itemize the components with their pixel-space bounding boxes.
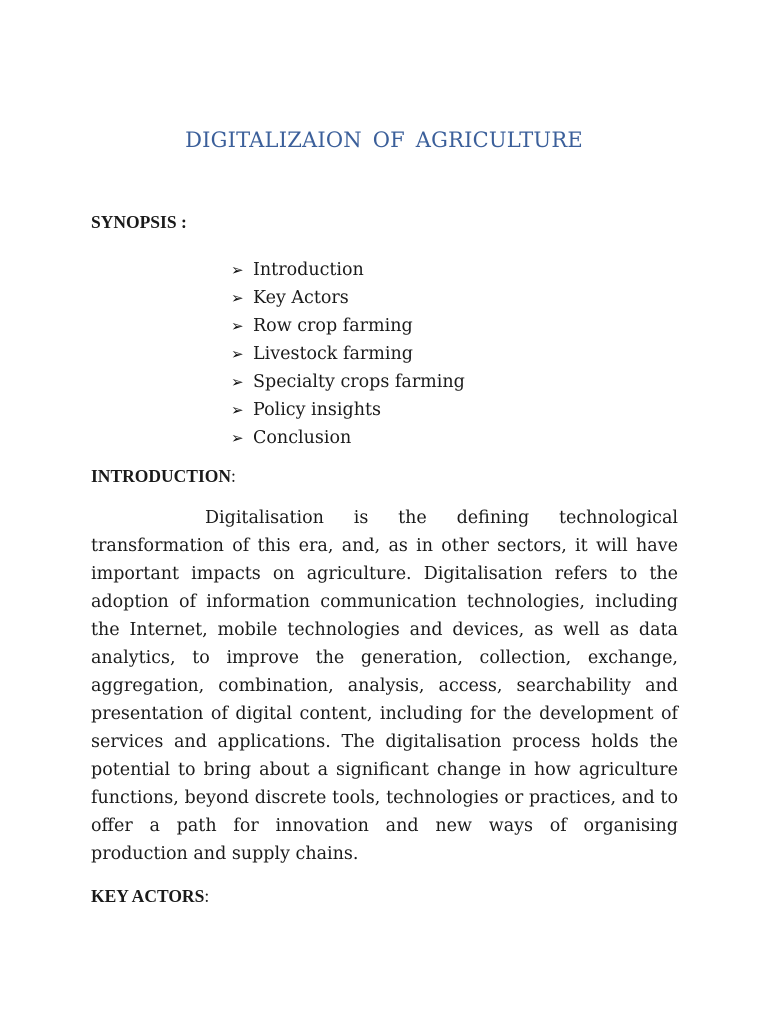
list-item: [231, 396, 465, 424]
synopsis-item-label: Policy insights: [253, 400, 381, 420]
arrowhead-bullet-icon: ➢: [231, 289, 244, 307]
list-item: [231, 256, 465, 284]
list-item: [231, 424, 465, 452]
arrowhead-bullet-icon: ➢: [231, 401, 244, 419]
synopsis-item-label: Conclusion: [253, 428, 352, 448]
list-item: [231, 340, 465, 368]
list-item: [231, 368, 465, 396]
key-actors-heading-text: KEY ACTORS: [91, 886, 205, 906]
arrowhead-bullet-icon: ➢: [231, 373, 244, 391]
synopsis-item-label: Livestock farming: [253, 344, 413, 364]
synopsis-list: [231, 256, 465, 452]
synopsis-item-label: Key Actors: [253, 288, 349, 308]
heading-colon: :: [204, 886, 210, 906]
arrowhead-bullet-icon: ➢: [231, 429, 244, 447]
arrowhead-bullet-icon: ➢: [231, 261, 244, 279]
list-item: [231, 284, 465, 312]
arrowhead-bullet-icon: ➢: [231, 317, 244, 335]
arrowhead-bullet-icon: ➢: [231, 345, 244, 363]
heading-colon: :: [231, 466, 236, 486]
synopsis-item-label: Introduction: [253, 260, 364, 280]
key-actors-heading: [91, 886, 209, 907]
synopsis-item-label: Specialty crops farming: [253, 372, 465, 392]
synopsis-item-label: Row crop farming: [253, 316, 413, 336]
introduction-heading: [91, 466, 236, 487]
introduction-heading-text: INTRODUCTION: [91, 466, 232, 486]
document-title: DIGITALIZAION OF AGRICULTURE: [185, 128, 583, 152]
list-item: [231, 312, 465, 340]
synopsis-heading: SYNOPSIS :: [91, 212, 187, 232]
introduction-paragraph: Digitalisation is the defining technological transformation of this era, and, as in other sectors, it will have important impacts on agriculture. Digitalisation refers to the adoption of information communication technologies, including the Internet, mobile technologies and devices, as well as data analytics, to improve the generation, collection, exchange, aggregation, combination, analysis, access, searchability and presentation of digital content, including for the development of services and applications. The digitalisation process holds the potential to bring about a significant change in how agriculture functions, beyond discrete tools, technologies or practices, and to offer a path for innovation and new ways of organising production and supply chains.: [91, 508, 678, 864]
